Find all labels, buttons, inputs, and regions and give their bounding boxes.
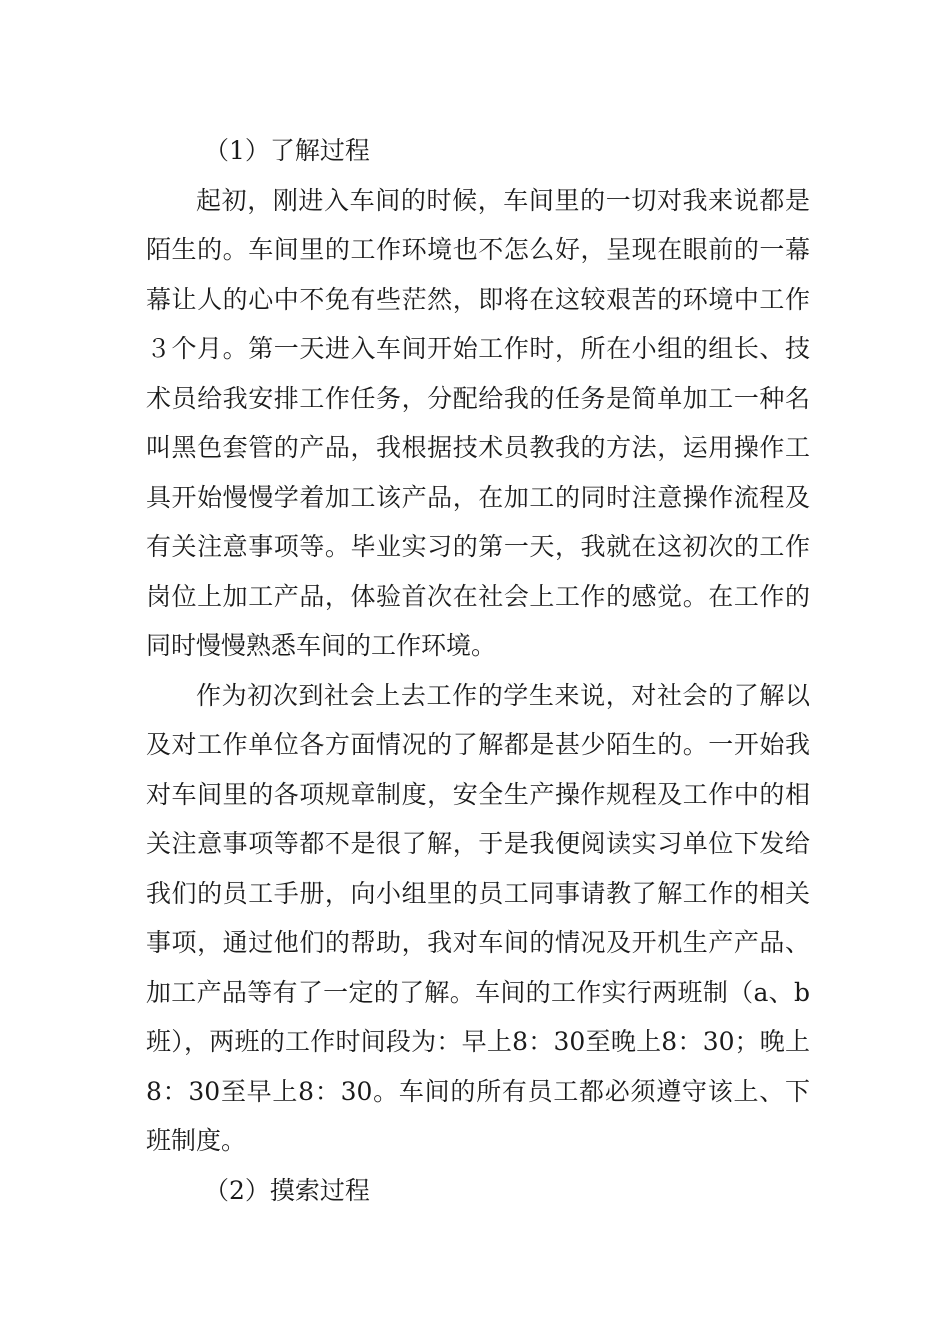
section-heading-exploring: （2）摸索过程 [204, 1175, 370, 1205]
paragraph-learning-rules: 作为初次到社会上去工作的学生来说，对社会的了解以及对工作单位各方面情况的了解都是甚少陌生的。一开始我对车间里的各项规章制度，安全生产操作规程及工作中的相关注意事项等都不是很了解，于是我便阅读实习单位下发给我们的员工手册，向小组里的员工同事请教了解工作的相关事项，通过他们的帮助，我对车间的情况及开机生产产品、加工产品等有了一定的了解。车间的工作实行两班制（a、b班），两班的工作时间段为：早上8：30至晚上8：30；晚上8：30至早上8：30。车间的所有员工都必须遵守该上、下班制度。 [146, 680, 810, 1155]
paragraph-first-days: 起初，刚进入车间的时候，车间里的一切对我来说都是陌生的。车间里的工作环境也不怎么好，呈现在眼前的一幕幕让人的心中不免有些茫然，即将在这较艰苦的环境中工作３个月。第一天进入车间开始工作时，所在小组的组长、技术员给我安排工作任务，分配给我的任务是简单加工一种名叫黑色套管的产品，我根据技术员教我的方法，运用操作工具开始慢慢学着加工该产品，在加工的同时注意操作流程及有关注意事项等。毕业实习的第一天，我就在这初次的工作岗位上加工产品，体验首次在社会上工作的感觉。在工作的同时慢慢熟悉车间的工作环境。 [146, 185, 810, 660]
document-body [146, 126, 810, 1215]
section-heading-understanding: （1）了解过程 [204, 136, 370, 165]
